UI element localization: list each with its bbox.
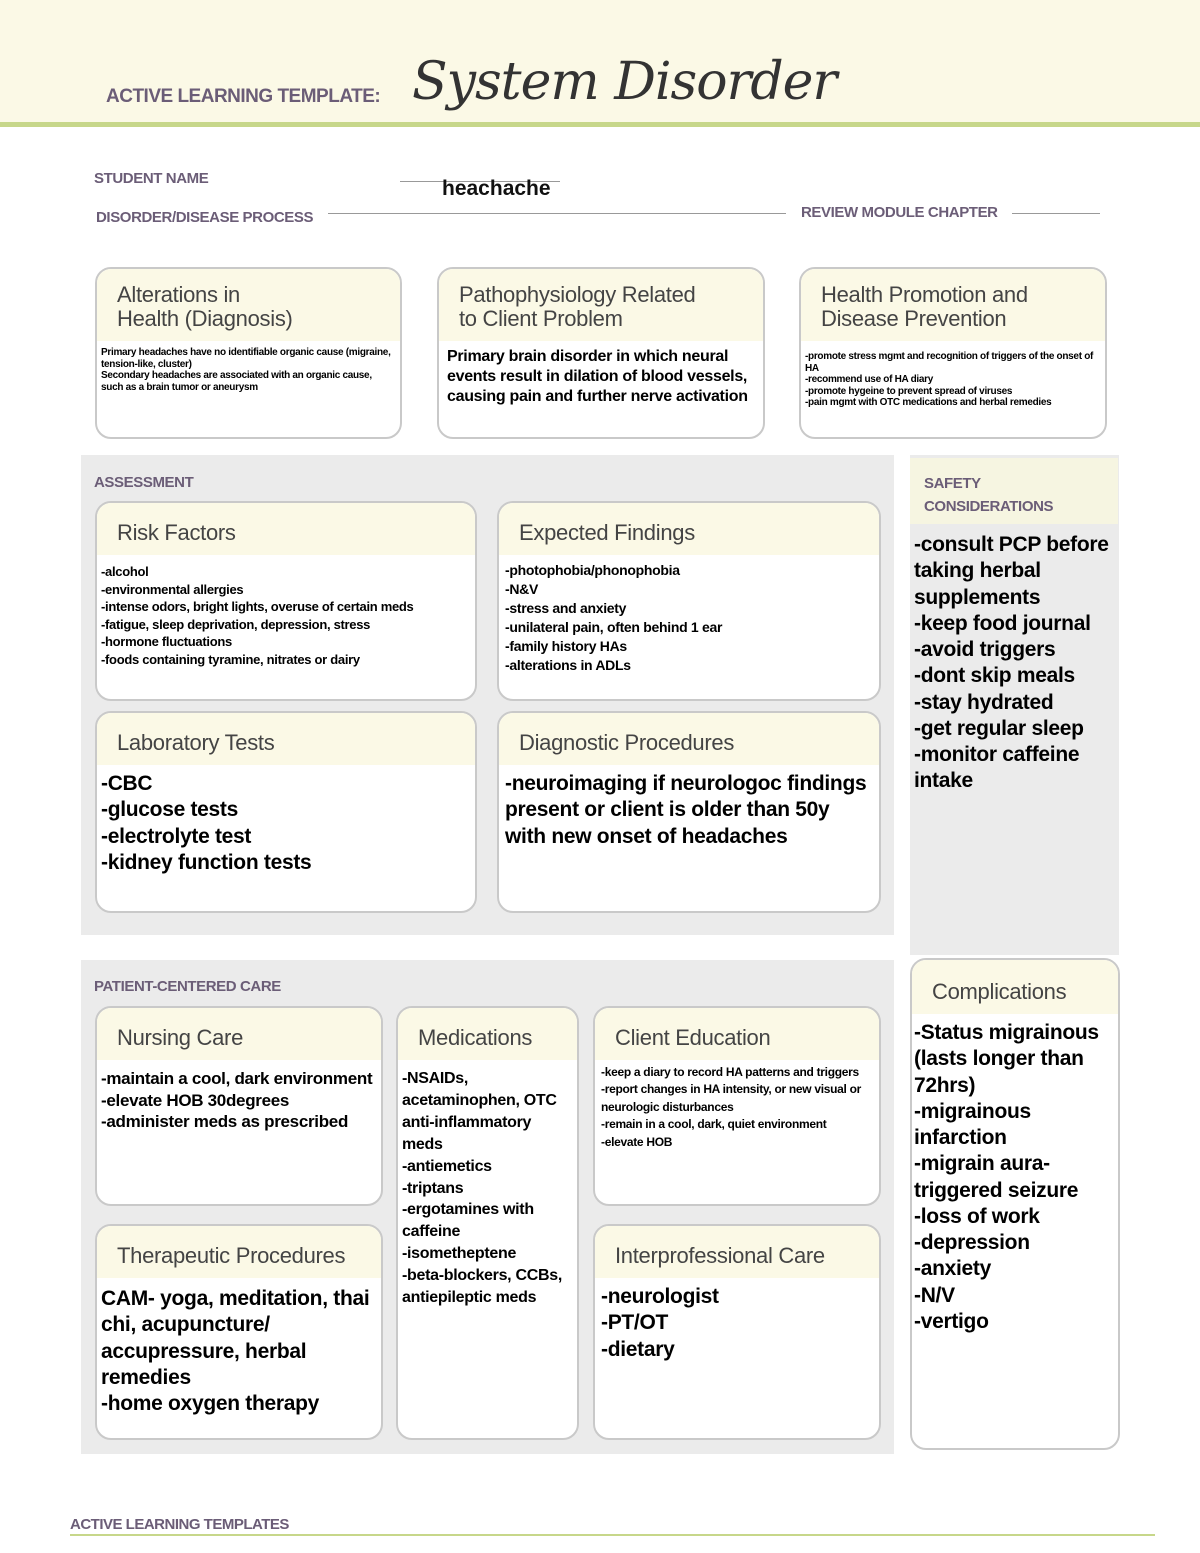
risk-factor-item: -hormone fluctuations xyxy=(101,634,232,650)
nursing-care-item: -administer meds as prescribed xyxy=(101,1112,349,1132)
client-education-item: -report changes in HA intensity, or new visual or neurologic disturbances xyxy=(601,1082,862,1114)
safety-item: -keep food journal xyxy=(914,611,1091,635)
template-title: System Disorder xyxy=(412,52,837,112)
medication-item: -beta-blockers, CCBs, antiepileptic meds xyxy=(402,1267,562,1307)
footer-label: ACTIVE LEARNING TEMPLATES xyxy=(70,1516,289,1533)
client-education-title: Client Education xyxy=(615,1025,771,1050)
complication-item: -depression xyxy=(914,1231,1030,1254)
risk-factor-item: -foods containing tyramine, nitrates or dairy xyxy=(101,651,360,667)
safety-title: SAFETY CONSIDERATIONS xyxy=(910,458,1118,524)
expected-finding-item: -alterations in ADLs xyxy=(505,657,631,674)
risk-factor-item: -intense odors, bright lights, overuse of certain meds xyxy=(101,599,414,615)
therapeutic-procedure-item: -home oxygen therapy xyxy=(101,1392,320,1415)
safety-item: -consult PCP before taking herbal supplements xyxy=(914,533,1109,609)
disorder-line xyxy=(328,213,786,214)
safety-item: -get regular sleep xyxy=(914,716,1084,740)
pathophysiology-line: Primary brain disorder in which neural events result in dilation of blood vessels, causing pain and further nerve activation xyxy=(447,348,748,405)
health-promotion-line: -promote hygeine to prevent spread of viruses xyxy=(805,385,1013,397)
complication-item: -Status migrainous (lasts longer than 72hrs) xyxy=(914,1021,1099,1097)
disorder-label: DISORDER/DISEASE PROCESS xyxy=(96,209,314,226)
interprofessional-item: -PT/OT xyxy=(601,1311,669,1335)
therapeutic-procedures-card xyxy=(95,1224,383,1440)
nursing-care-item: -elevate HOB 30degrees xyxy=(101,1090,290,1110)
expected-finding-item: -stress and anxiety xyxy=(505,600,627,617)
medication-item: -ergotamines with caffeine xyxy=(402,1201,534,1241)
pathophysiology-card xyxy=(437,267,765,439)
assessment-label: ASSESSMENT xyxy=(94,474,194,491)
complication-item: -N/V xyxy=(914,1283,955,1307)
interprofessional-care-title: Interprofessional Care xyxy=(615,1243,825,1268)
diagnostic-procedures-title: Diagnostic Procedures xyxy=(519,730,735,755)
alterations-card xyxy=(95,267,402,439)
review-module-label: REVIEW MODULE CHAPTER xyxy=(801,204,998,221)
alterations-line: Secondary headaches are associated with an organic cause, such as a brain tumor or aneurysm xyxy=(101,370,372,393)
expected-finding-item: -N&V xyxy=(505,581,539,598)
safety-list xyxy=(914,532,1114,795)
medications-title: Medications xyxy=(418,1025,533,1050)
interprofessional-item: -dietary xyxy=(601,1337,675,1361)
therapeutic-procedures-title: Therapeutic Procedures xyxy=(117,1243,346,1268)
risk-factor-item: -alcohol xyxy=(101,564,149,579)
complication-item: -anxiety xyxy=(914,1257,991,1281)
interprofessional-item: -neurologist xyxy=(601,1285,719,1308)
health-promotion-line: -promote stress mgmt and recognition of triggers of the onset of HA xyxy=(805,351,1094,374)
diagnostic-procedures-card xyxy=(497,711,881,913)
header-rule xyxy=(0,122,1200,127)
medication-item: -antiemetics xyxy=(402,1157,492,1175)
complications-title: Complications xyxy=(932,979,1067,1004)
laboratory-tests-title: Laboratory Tests xyxy=(117,730,275,755)
medications-card xyxy=(396,1006,579,1440)
nursing-care-title: Nursing Care xyxy=(117,1025,244,1050)
expected-findings-title: Expected Findings xyxy=(519,520,695,545)
client-education-card xyxy=(593,1006,881,1206)
lab-test-item: -glucose tests xyxy=(101,798,239,822)
health-promotion-line: -pain mgmt with OTC medications and herbal remedies xyxy=(805,397,1052,408)
expected-finding-item: -photophobia/phonophobia xyxy=(505,562,680,578)
expected-finding-item: -family history HAs xyxy=(505,638,627,655)
complication-item: -migrainous infarction xyxy=(914,1099,1031,1149)
risk-factor-item: -environmental allergies xyxy=(101,581,244,597)
pathophysiology-title: Pathophysiology Related to Client Problem xyxy=(459,282,696,331)
lab-test-item: -kidney function tests xyxy=(101,850,312,874)
medication-item: -isometheptene xyxy=(402,1245,517,1263)
safety-item: -avoid triggers xyxy=(914,638,1056,661)
disorder-field[interactable]: heachache xyxy=(442,177,551,200)
risk-factors-title: Risk Factors xyxy=(117,520,236,545)
risk-factors-card xyxy=(95,501,477,701)
health-promotion-line: -recommend use of HA diary xyxy=(805,374,933,385)
health-promotion-title: Health Promotion and Disease Prevention xyxy=(821,282,1028,331)
footer-rule xyxy=(70,1534,1155,1536)
medication-item: -NSAIDs, acetaminophen, OTC anti-inflammatory meds xyxy=(402,1070,557,1153)
risk-factor-item: -fatigue, sleep deprivation, depression, stress xyxy=(101,616,371,632)
client-education-item: -keep a diary to record HA patterns and triggers xyxy=(601,1065,859,1079)
complications-card xyxy=(910,958,1120,1450)
student-name-label: STUDENT NAME xyxy=(94,170,209,187)
nursing-care-card xyxy=(95,1006,383,1206)
diagnostic-procedure-item: -neuroimaging if neurologoc findings present or client is older than 50y with new onset of headaches xyxy=(505,772,867,848)
alterations-title: Alterations in Health (Diagnosis) xyxy=(117,282,293,331)
complication-item: -vertigo xyxy=(914,1309,989,1333)
review-module-line xyxy=(1012,213,1100,214)
lab-test-item: -electrolyte test xyxy=(101,824,252,848)
interprofessional-care-card xyxy=(593,1224,881,1440)
template-label: ACTIVE LEARNING TEMPLATE: xyxy=(106,86,381,107)
therapeutic-procedure-item: CAM- yoga, meditation, thai chi, acupuncture/ accupressure, herbal remedies xyxy=(101,1287,370,1389)
complication-item: -migrain aura-triggered seizure xyxy=(914,1152,1079,1202)
safety-item: -dont skip meals xyxy=(914,664,1075,688)
laboratory-tests-card xyxy=(95,711,477,913)
health-promotion-card xyxy=(799,267,1107,439)
nursing-care-item: -maintain a cool, dark environment xyxy=(101,1069,373,1088)
expected-findings-card xyxy=(497,501,881,701)
medication-item: -triptans xyxy=(402,1179,464,1197)
alterations-line: Primary headaches have no identifiable organic cause (migraine, tension-like, cluster) xyxy=(101,347,391,370)
safety-item: -monitor caffeine intake xyxy=(914,743,1080,793)
expected-finding-item: -unilateral pain, often behind 1 ear xyxy=(505,619,723,636)
client-education-item: -remain in a cool, dark, quiet environment xyxy=(601,1117,827,1132)
safety-item: -stay hydrated xyxy=(914,690,1054,714)
client-education-item: -elevate HOB xyxy=(601,1134,673,1149)
lab-test-item: -CBC xyxy=(101,772,153,795)
patient-care-label: PATIENT-CENTERED CARE xyxy=(94,978,281,995)
complication-item: -loss of work xyxy=(914,1204,1040,1228)
